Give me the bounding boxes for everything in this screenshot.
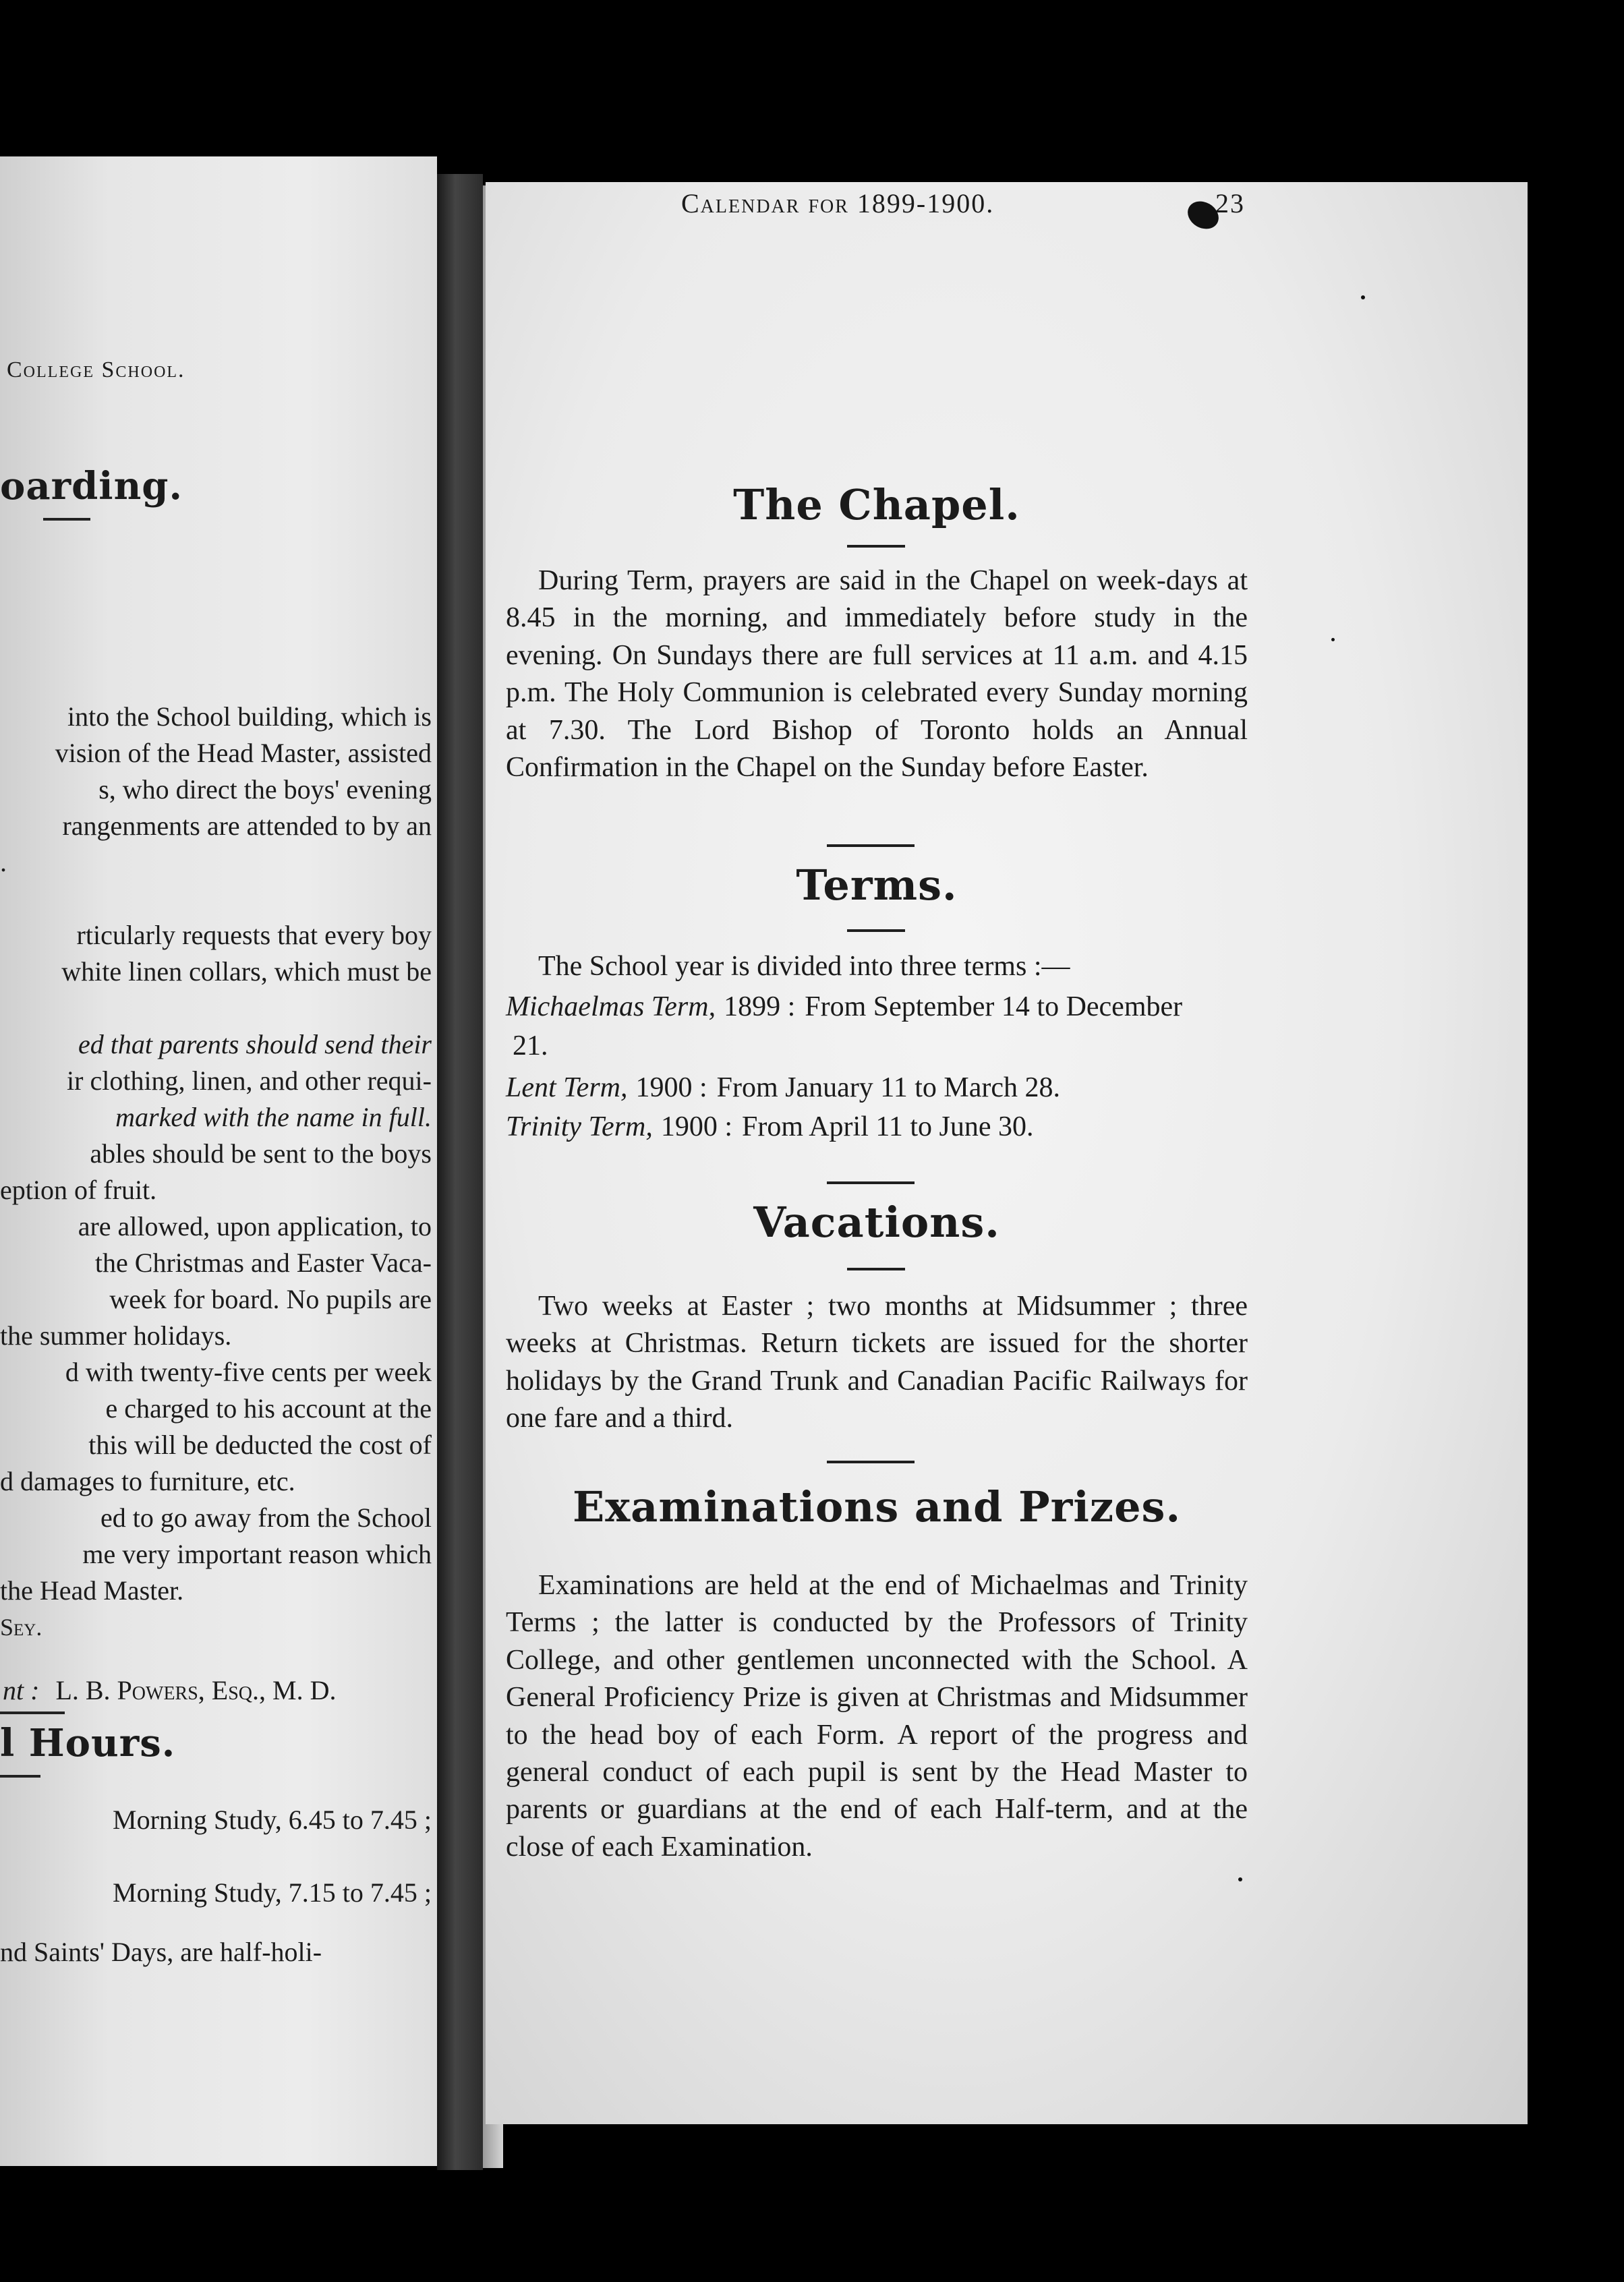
term-dates: From April 11 to June 30. (742, 1111, 1034, 1142)
left-text-line: me very important reason which (82, 1539, 432, 1569)
examinations-title: Examinations and Prizes. (572, 1482, 1182, 1531)
left-page (0, 156, 437, 2166)
hours-rule (0, 1775, 40, 1778)
term-dates: From January 11 to March 28. (716, 1072, 1061, 1103)
left-text-line: Morning Study, 7.15 to 7.45 ; (113, 1877, 432, 1908)
left-text-line: nd Saints' Days, are half-holi- (0, 1937, 322, 1967)
left-text-line: Morning Study, 6.45 to 7.45 ; (113, 1805, 432, 1835)
term-dates: From September 14 to December (805, 991, 1183, 1022)
left-text-line: the Head Master. (0, 1575, 184, 1606)
term-item (506, 989, 1248, 1026)
term-item (506, 1070, 1248, 1107)
left-text-line: rangenments are attended to by an (62, 811, 432, 841)
left-text-line: week for board. No pupils are (109, 1284, 432, 1314)
left-text-line: e charged to his account at the (105, 1393, 432, 1424)
term-name: Trinity Term, (506, 1111, 653, 1142)
terms-title-rule (847, 929, 905, 932)
vacations-title: Vacations. (753, 1198, 1000, 1247)
hours-heading: l Hours. (0, 1721, 176, 1765)
chapel-section-rule (827, 844, 915, 847)
left-text-line: ed that parents should send their (78, 1029, 432, 1059)
left-text-line: Sey. (0, 1614, 42, 1641)
term-item (506, 1109, 1248, 1146)
term-name: Lent Term, (506, 1072, 628, 1103)
term-year: 1900 : (635, 1072, 707, 1103)
chapel-title: The Chapel. (733, 480, 1020, 529)
left-text-line: eption of fruit. (0, 1175, 157, 1205)
ink-speck (1331, 638, 1335, 641)
ink-speck (1238, 1877, 1242, 1881)
vacations-title-rule (847, 1268, 905, 1270)
terms-section-rule (827, 1181, 915, 1184)
term-name: Michaelmas Term, (506, 991, 716, 1022)
left-text-line: ables should be sent to the boys (90, 1138, 432, 1169)
left-text-line: are allowed, upon application, to (78, 1211, 432, 1241)
vacations-text: Two weeks at Easter ; two months at Midsummer ; three weeks at Christmas. Return tickets are issued for the shorter holidays by the Grand Trunk and Canadian Pacific Railways for one fare and a third. (506, 1291, 1248, 1434)
left-text-line: d with twenty-five cents per week (65, 1357, 432, 1387)
left-running-head: College School. (7, 357, 185, 382)
left-text-line: white linen collars, which must be (61, 956, 432, 987)
left-text-line: marked with the name in full. (115, 1102, 432, 1132)
left-text-line: this will be deducted the cost of (88, 1430, 432, 1460)
term-year: 1900 : (660, 1111, 733, 1142)
chapel-text: During Term, prayers are said in the Chapel on week-days at 8.45 in the morning, and immediately before study in the evening. On Sundays there are full services at 11 a.m. and 4.15 p.m. The Holy Communion is celebrated every Sunday morning at 7.30. The Lord Bishop of Toronto holds an Annual Confirmation in the Chapel on the Sunday before Easter. (506, 565, 1248, 784)
term-continuation: 21. (513, 1030, 548, 1061)
attendant-name: L. B. Powers, Esq., M. D. (55, 1675, 337, 1705)
left-text-line: the summer holidays. (0, 1320, 232, 1351)
left-text-line: s, who direct the boys' evening (98, 774, 432, 804)
boarding-heading: oarding. (0, 464, 183, 508)
left-text-line: vision of the Head Master, assisted (55, 738, 432, 768)
attendant-line (3, 1672, 434, 1709)
left-text-line: . (0, 847, 7, 877)
terms-title: Terms. (796, 860, 958, 910)
left-text-line: the Christmas and Easter Vaca- (94, 1248, 432, 1278)
left-text-line: into the School building, which is (67, 701, 432, 732)
vacations-section-rule (827, 1461, 915, 1463)
left-text-line: ed to go away from the School (100, 1502, 432, 1533)
left-text-line: d damages to furniture, etc. (0, 1466, 295, 1496)
page-number: 23 (1215, 188, 1245, 218)
left-text-line: ir clothing, linen, and other requi- (67, 1065, 432, 1096)
examinations-text: Examinations are held at the end of Michaelmas and Trinity Terms ; the latter is conducted by the Professors of Trinity College, and other gentlemen unconnected with the School. A General Proficiency Prize is given at Christmas and Midsummer to the head boy of each Form. A report of the progress and general conduct of each pupil is sent by the Head Master to parents or guardians at the end of each Half-term, and at the close of each Examination. (506, 1570, 1248, 1863)
chapel-title-rule (847, 545, 905, 548)
left-text-line: rticularly requests that every boy (76, 920, 432, 950)
hours-top-rule (0, 1712, 65, 1714)
book-gutter (437, 174, 483, 2170)
term-year: 1899 : (724, 991, 796, 1022)
terms-intro: The School year is divided into three terms :— (538, 951, 1070, 982)
boarding-rule (43, 518, 90, 521)
page-running-head: Calendar for 1899-1900. (681, 188, 995, 218)
attendant-prefix: nt : (3, 1675, 40, 1705)
ink-speck (1361, 295, 1365, 299)
